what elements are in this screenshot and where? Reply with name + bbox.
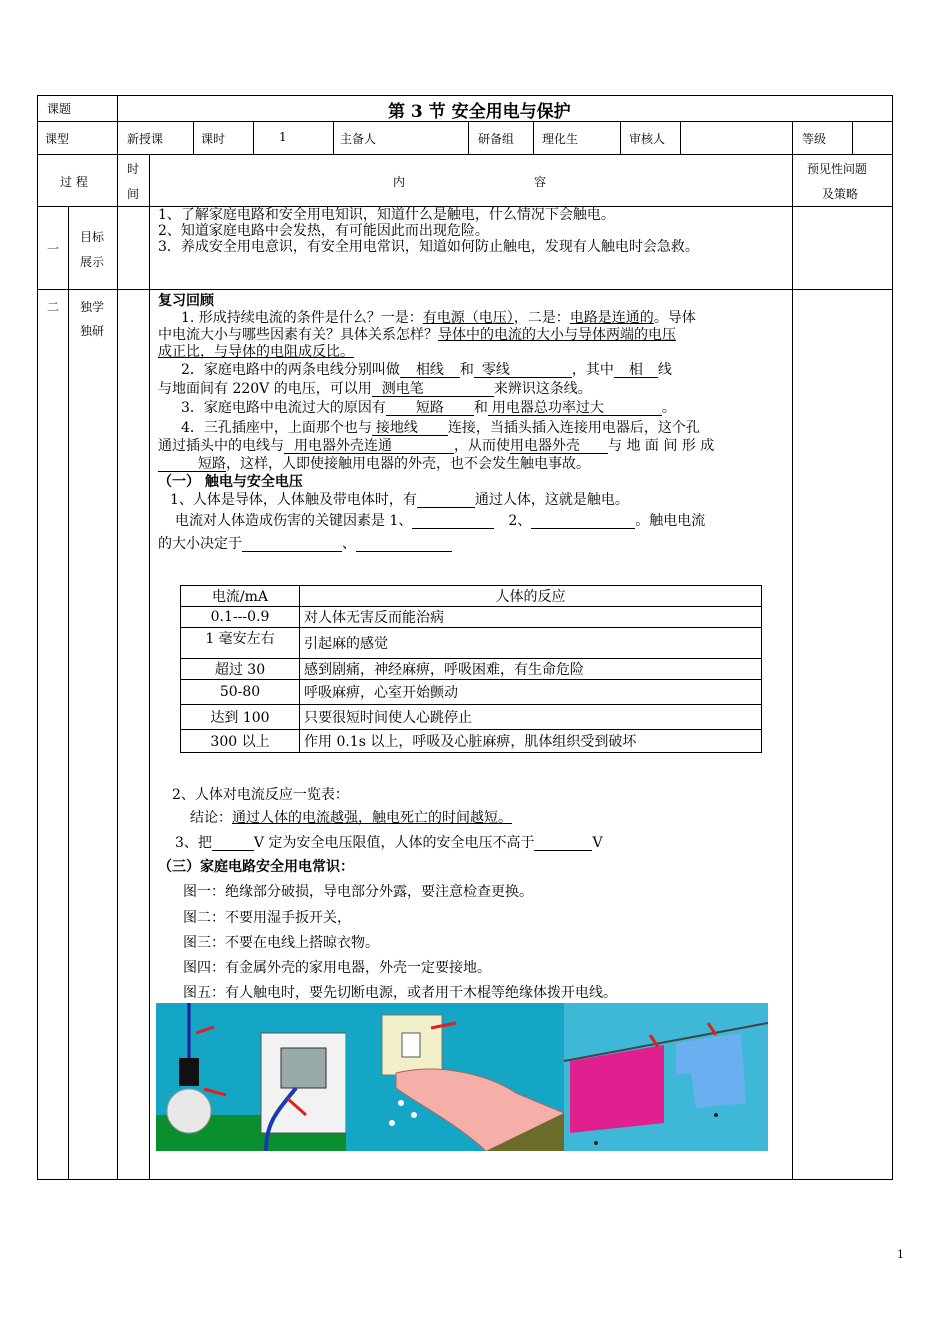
col-process: 过 程 [60,175,88,189]
clothes-on-wire-illustration [564,1003,768,1151]
q4-line1: 4．三孔插座中，上面那个也与 接地线 连接，当插头插入连接用电器后，这个孔 [181,420,700,436]
safety-illustrations [156,1003,768,1151]
part3-title: （三）家庭电路安全用电常识： [158,859,354,875]
q2-line2: 与地面间有 220V 的电压，可以用 测电笔 来辨识这条线。 [158,381,592,397]
table-border-right [892,95,893,1180]
type-value: 新授课 [127,132,164,146]
section2-name-2: 独研 [80,324,105,338]
q1-line2: 中电流大小与哪些因素有关？具体关系怎样？导体中的电流的大小与导体两端的电压 [158,327,676,343]
table-row: 1 毫安左右 引起麻的感觉 [181,628,762,659]
p3: 3、把 V 定为安全电压限值，人体的安全电压不高于 V [175,835,603,851]
table-row: 300 以上 作用 0.1s 以上，呼吸及心脏麻痹，肌体组织受到破坏 [181,730,762,753]
p1-line3: 的大小决定于 、 [158,536,452,552]
label-grade: 等级 [802,132,827,146]
q1-line1: 1. 形成持续电流的条件是什么？一是：有电源（电压），二是：电路是连通的。导体 [181,310,696,326]
section1-num: 一 [47,242,60,256]
col-line-r2-a [193,121,194,155]
col-line-r2-h [852,121,853,155]
table-border-bottom [37,1179,893,1180]
table-row: 0.1---0.9 对人体无害反而能治病 [181,607,762,628]
wet-hand-switch-illustration [346,1003,564,1151]
table-row: 达到 100 只要很短时间使人心跳停止 [181,705,762,730]
fig-1: 图一：绝缘部分破损，导电部分外露，要注意检查更换。 [183,884,533,900]
col-line-title [117,95,118,155]
table-header-row [181,586,762,607]
conclusion: 结论：通过人体的电流越强，触电死亡的时间越短。 [190,810,512,826]
p2: 2、人体对电流反应一览表： [172,787,349,803]
goal-2: 2、知道家庭电路中会发热，有可能因此而出现危险。 [158,223,489,239]
col-line-r2-d [468,121,469,155]
page-number: 1 [897,1248,904,1261]
col-line-time [117,154,118,1180]
q4-line2: 通过插头中的电线与 用电器外壳连通 ，从而使用电器外壳 与 地 面 间 形 成 [158,438,715,454]
col-strategy-1: 预见性问题 [807,162,868,176]
col-line-content [149,154,150,1180]
col-content-1: 内 [393,175,406,189]
table-border-top [37,95,893,96]
col-strategy-2: 及策略 [822,187,859,201]
col-line-r2-e [533,121,534,155]
table-header-reaction: 人体的反应 [300,586,762,607]
table-border-row2 [37,154,893,155]
review-title: 复习回顾 [158,293,214,309]
q4-line3: 短路，这样，人即使接触用电器的外壳，也不会发生触电事故。 [158,456,590,472]
p1-line2: 电流对人体造成伤害的关键因素是 1、 2、 。触电电流 [175,513,706,529]
col-line-r2-c [333,121,334,155]
section1-name-1: 目标 [80,230,105,244]
q2-line1: 2．家庭电路中的两条电线分别叫做 相线 和 零线 ，其中 相 线 [181,362,672,378]
col-line-subnum [68,206,69,1180]
goal-3: 3．养成安全用电意识，有安全用电常识，知道如何防止触电，发现有人触电时会急救。 [158,239,699,255]
table-row: 50-80 呼吸麻痹，心室开始颤动 [181,680,762,705]
q3-line: 3．家庭电路中电流过大的原因有 短路 和 用电器总功率过大 。 [181,400,676,416]
bulb-and-socket-illustration [156,1003,346,1151]
label-type: 课型 [45,132,70,146]
col-line-strategy [792,121,793,1180]
fig-5: 图五：有人触电时，要先切断电源，或者用干木棍等绝缘体拨开电线。 [183,985,617,1001]
label-group: 研备组 [478,132,515,146]
label-topic: 课题 [47,102,72,116]
table-border-row4 [37,289,893,290]
label-lead: 主备人 [340,132,377,146]
col-line-r2-f [620,121,621,155]
label-reviewer: 审核人 [629,132,666,146]
section2-name-1: 独学 [80,300,105,314]
current-reaction-table [180,585,762,753]
col-line-r2-g [680,121,681,155]
col-content-2: 容 [534,175,547,189]
section1-name-2: 展示 [80,255,105,269]
part1-title: （一） 触电与安全电压 [158,474,303,490]
fig-4: 图四：有金属外壳的家用电器，外壳一定要接地。 [183,960,491,976]
table-header-current: 电流/mA [181,586,300,607]
col-time-2: 间 [127,187,140,201]
col-line-r2-b [253,121,254,155]
table-row: 超过 30 感到剧痛，神经麻痹，呼吸困难，有生命危险 [181,659,762,680]
group-value: 理化生 [542,132,579,146]
label-hours: 课时 [201,132,226,146]
q1-line3: 成正比，与导体的电阻成反比。 [158,344,354,360]
hours-value: 1 [279,130,287,144]
page-title: 第 3 节 安全用电与保护 [388,102,571,122]
goal-1: 1、了解家庭电路和安全用电知识，知道什么是触电，什么情况下会触电。 [158,207,615,223]
table-border-left [37,95,38,1180]
p1-line1: 1、人体是导体，人体触及带电体时，有 通过人体，这就是触电。 [170,492,629,508]
fig-2: 图二：不要用湿手扳开关， [183,910,351,926]
col-time-1: 时 [127,162,140,176]
section2-num: 二 [47,300,60,314]
fig-3: 图三：不要在电线上搭晾衣物。 [183,935,379,951]
